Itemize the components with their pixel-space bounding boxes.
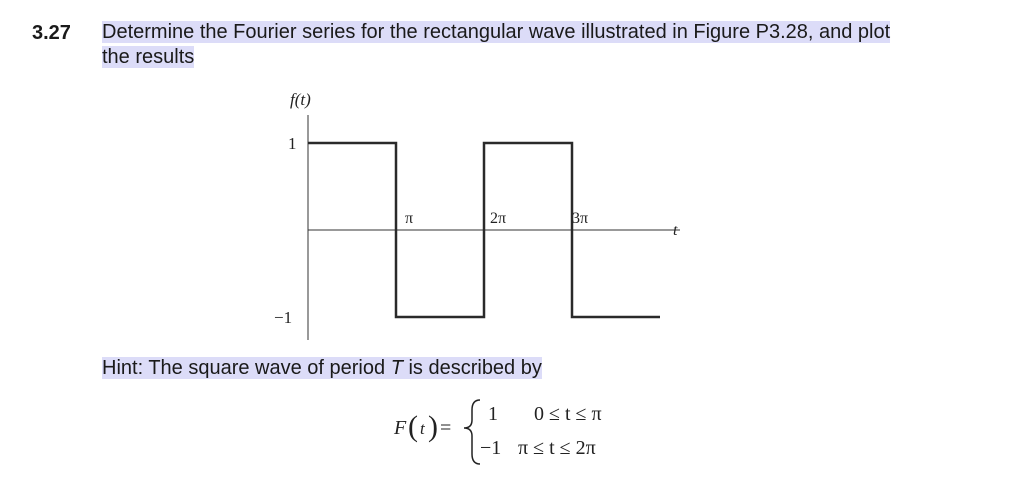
formula-var: t: [420, 419, 425, 438]
square-wave-figure: [250, 85, 680, 355]
problem-statement-line1: Determine the Fourier series for the rectangular wave illustrated in Figure P3.28, and plot: [102, 21, 891, 43]
formula-case1-condition: 0 ≤ t ≤ π: [534, 403, 602, 425]
hint-text: [102, 357, 542, 379]
formula-paren-open: (: [408, 410, 418, 443]
y-tick-bottom: −1: [274, 308, 293, 327]
square-wave-plot: [250, 85, 680, 350]
formula-paren-close: ): [428, 410, 438, 443]
problem-number: 3.27: [32, 22, 71, 44]
formula-equals: =: [440, 417, 452, 439]
formula-brace: [464, 400, 480, 464]
hint-suffix: is described by: [402, 357, 542, 379]
hint-prefix: Hint: The square wave of period: [102, 357, 391, 379]
formula-func: F: [394, 417, 407, 439]
y-axis-label: f(t): [290, 90, 311, 109]
hint: [102, 356, 542, 381]
x-tick-3pi: 3π: [572, 210, 589, 227]
problem-statement-line2: the results: [102, 46, 195, 68]
y-tick-top: 1: [288, 134, 297, 153]
problem-statement: [102, 20, 1002, 70]
formula-case1-value: 1: [488, 403, 498, 425]
piecewise-formula: [380, 392, 660, 477]
formula-case2-condition: π ≤ t ≤ 2π: [518, 437, 596, 459]
hint-period-var: T: [390, 357, 403, 379]
x-axis-label: t: [673, 222, 678, 239]
formula-svg: [380, 392, 660, 472]
x-tick-pi: π: [405, 210, 414, 227]
x-tick-2pi: 2π: [490, 210, 507, 227]
formula-case2-value: −1: [480, 437, 502, 459]
